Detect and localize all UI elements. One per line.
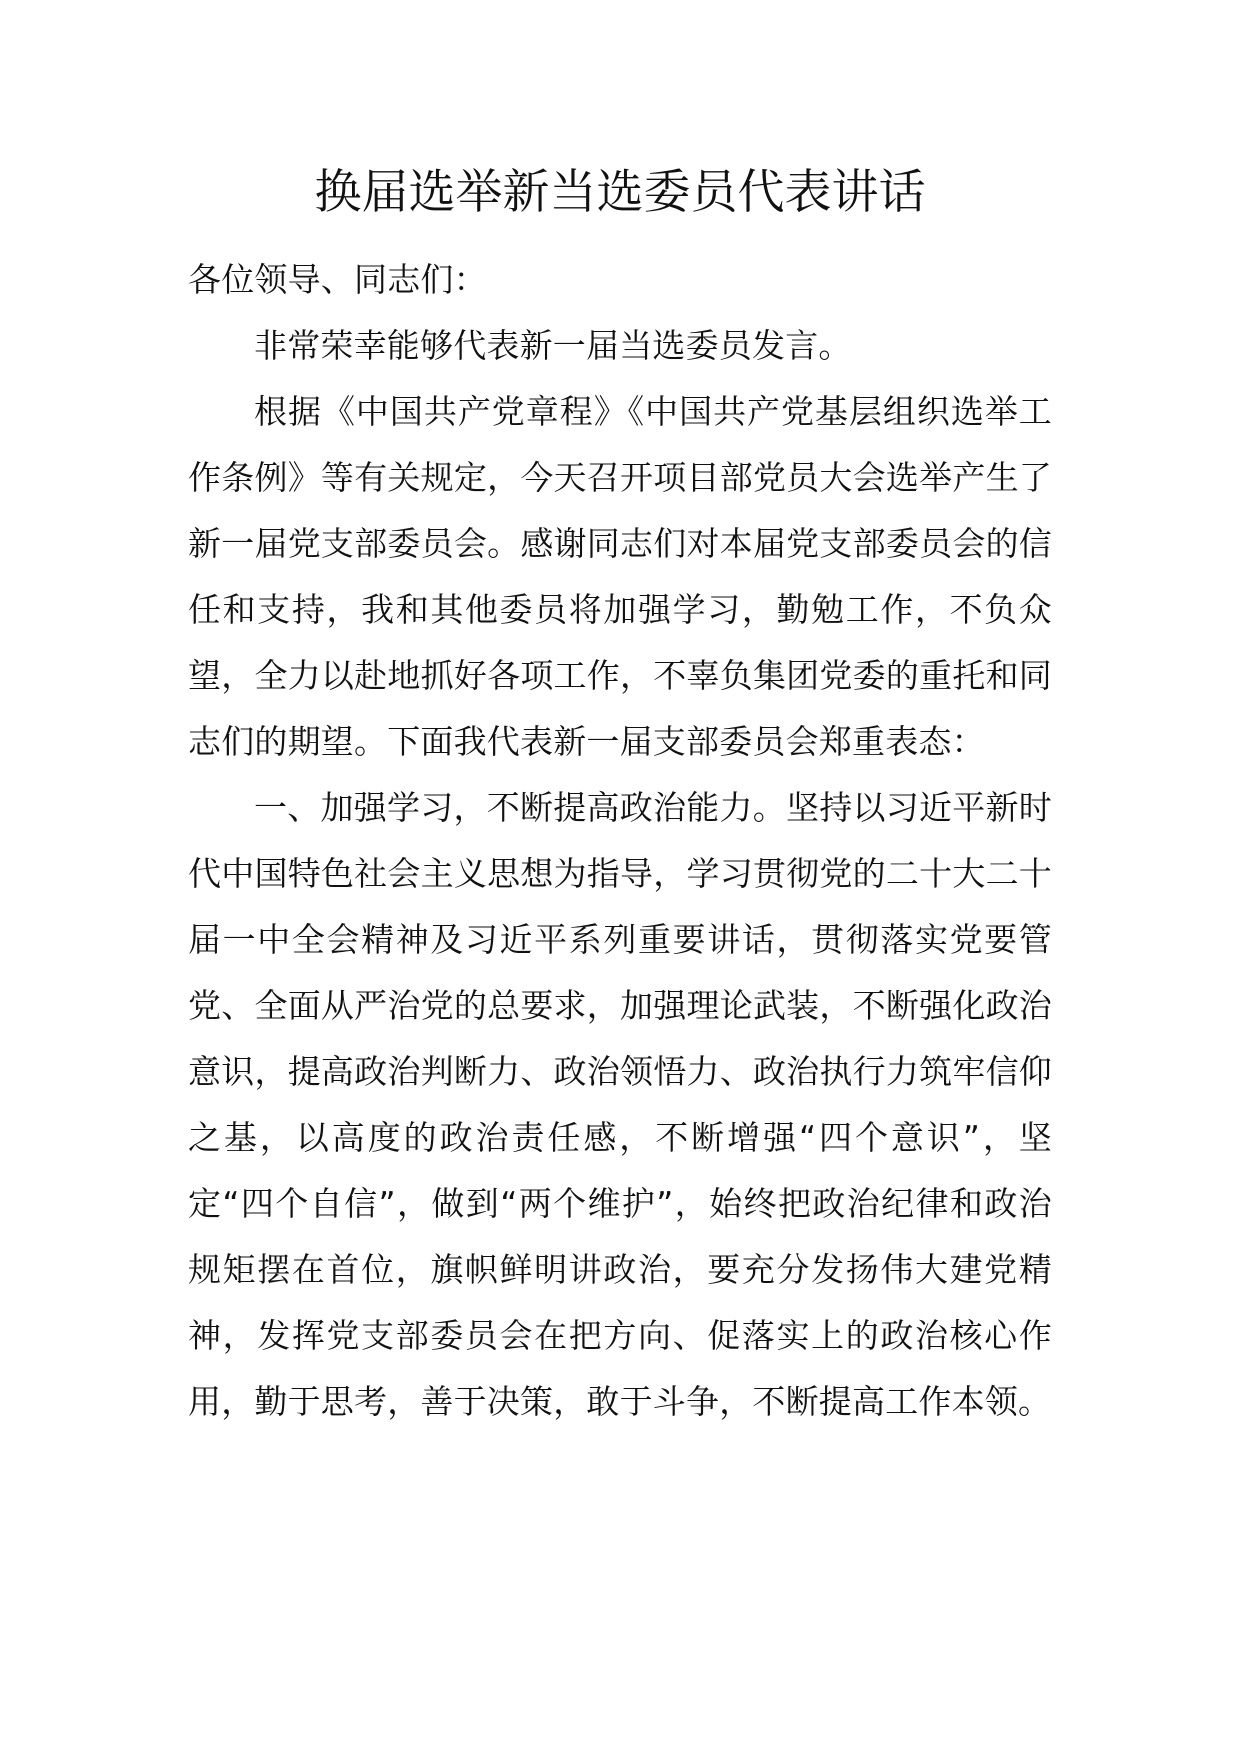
document-body	[188, 247, 1052, 1435]
document-title: 换届选举新当选委员代表讲话	[314, 165, 926, 220]
paragraph-opening: 非常荣幸能够代表新一届当选委员发言。	[254, 326, 852, 365]
paragraph-election-background: 根据《中国共产党章程》《中国共产党基层组织选举工作条例》等有关规定，今天召开项目部党员大会选举产生了新一届党支部委员会。感谢同志们对本届党支部委员会的信任和支持，我和其他委员将加强学习，勤勉工作，不负众望，全力以赴地抓好各项工作，不辜负集团党委的重托和同志们的期望。下面我代表新一届支部委员会郑重表态：	[188, 392, 1052, 761]
salutation: 各位领导、同志们：	[188, 260, 487, 299]
paragraph-strengthen-learning: 一、加强学习，不断提高政治能力。坚持以习近平新时代中国特色社会主义思想为指导，学习贯彻党的二十大二十届一中全会精神及习近平系列重要讲话，贯彻落实党要管党、全面从严治党的总要求，加强理论武装，不断强化政治意识，提高政治判断力、政治领悟力、政治执行力筑牢信仰之基，以高度的政治责任感，不断增强“四个意识”，坚定“四个自信”，做到“两个维护”，始终把政治纪律和政治规矩摆在首位，旗帜鲜明讲政治，要充分发扬伟大建党精神，发挥党支部委员会在把方向、促落实上的政治核心作用，勤于思考，善于决策，敢于斗争，不断提高工作本领。	[188, 788, 1052, 1421]
